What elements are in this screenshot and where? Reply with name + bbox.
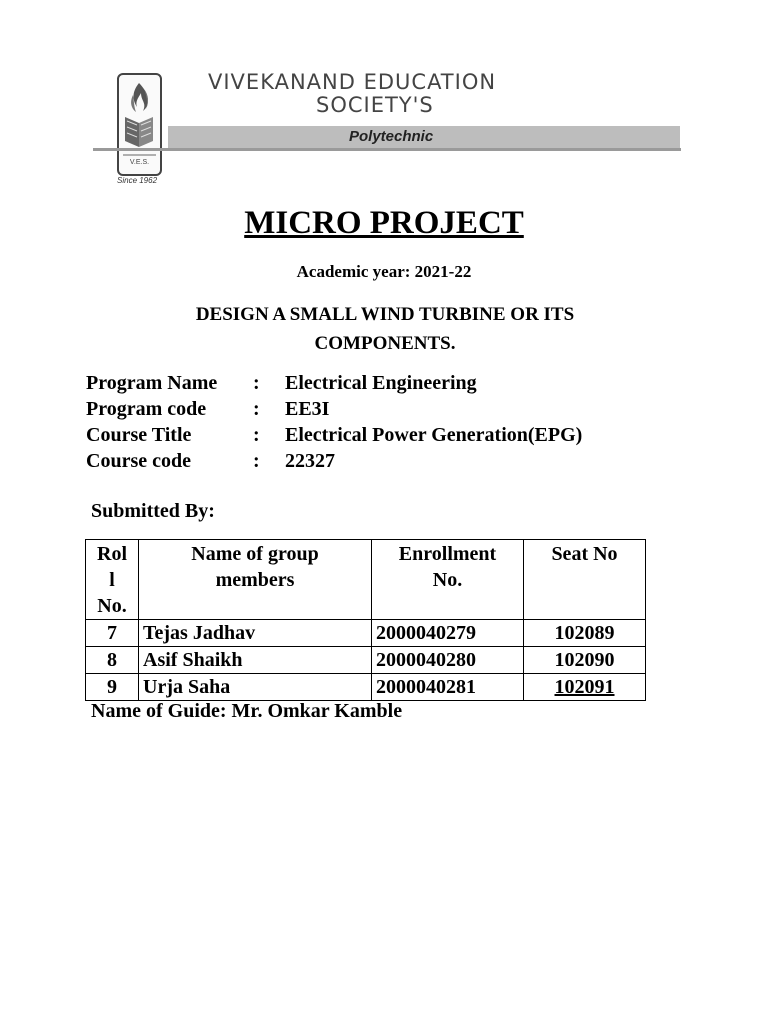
col-header-text: Seat No (551, 543, 618, 565)
info-value: Electrical Power Generation(EPG) (285, 424, 583, 446)
seat-cell (524, 674, 646, 701)
seat-cell: 102089 (524, 620, 646, 647)
info-colon: : (253, 450, 260, 472)
info-label: Course Title (86, 424, 192, 446)
name-cell: Tejas Jadhav (139, 620, 372, 647)
roll-cell: 9 (86, 674, 139, 701)
academic-year: Academic year: 2021-22 (296, 262, 472, 281)
col-header-text: Name of group members (191, 543, 319, 591)
submitted-by-label: Submitted By: (91, 500, 215, 522)
info-value: Electrical Engineering (285, 372, 477, 394)
enrollment-cell: 2000040280 (372, 647, 524, 674)
info-label: Program code (86, 398, 207, 420)
table-row (86, 620, 646, 647)
logo-ves-text: V.E.S. (129, 159, 150, 166)
info-colon: : (253, 424, 260, 446)
info-colon: : (253, 372, 260, 394)
col-header-roll (86, 540, 139, 620)
enrollment-cell: 2000040281 (372, 674, 524, 701)
col-header-text: Enrollment No. (398, 543, 497, 591)
document-title: MICRO PROJECT (244, 205, 524, 241)
enrollment-cell: 2000040279 (372, 620, 524, 647)
roll-cell: 8 (86, 647, 139, 674)
seat-cell: 102090 (524, 647, 646, 674)
name-cell: Urja Saha (139, 674, 372, 701)
institute-logo (117, 73, 162, 176)
table-row (86, 674, 646, 701)
institute-type: Polytechnic (349, 128, 434, 145)
org-name-line2: SOCIETY'S (316, 93, 434, 117)
name-cell: Asif Shaikh (139, 647, 372, 674)
org-name-line1: VIVEKANAND EDUCATION (208, 70, 497, 94)
info-colon: : (253, 398, 260, 420)
info-label: Course code (86, 450, 191, 472)
table-header-row (86, 540, 646, 620)
seat-value: 102091 (554, 676, 615, 698)
flame-book-emblem-icon (119, 75, 160, 174)
info-value: EE3I (285, 398, 330, 420)
col-header-enrollment (372, 540, 524, 620)
col-header-text: Rol l No. (97, 543, 127, 617)
project-title: DESIGN A SMALL WIND TURBINE OR ITS COMPONENTS. (195, 304, 575, 354)
col-header-name (139, 540, 372, 620)
table-row (86, 647, 646, 674)
header-divider (93, 148, 681, 151)
info-value: 22327 (285, 450, 335, 472)
group-members-table (85, 539, 646, 701)
roll-cell: 7 (86, 620, 139, 647)
guide-name: Name of Guide: Mr. Omkar Kamble (91, 700, 403, 722)
col-header-seat (524, 540, 646, 620)
since-year-text: Since 1962 (117, 176, 158, 185)
info-label: Program Name (86, 372, 218, 394)
